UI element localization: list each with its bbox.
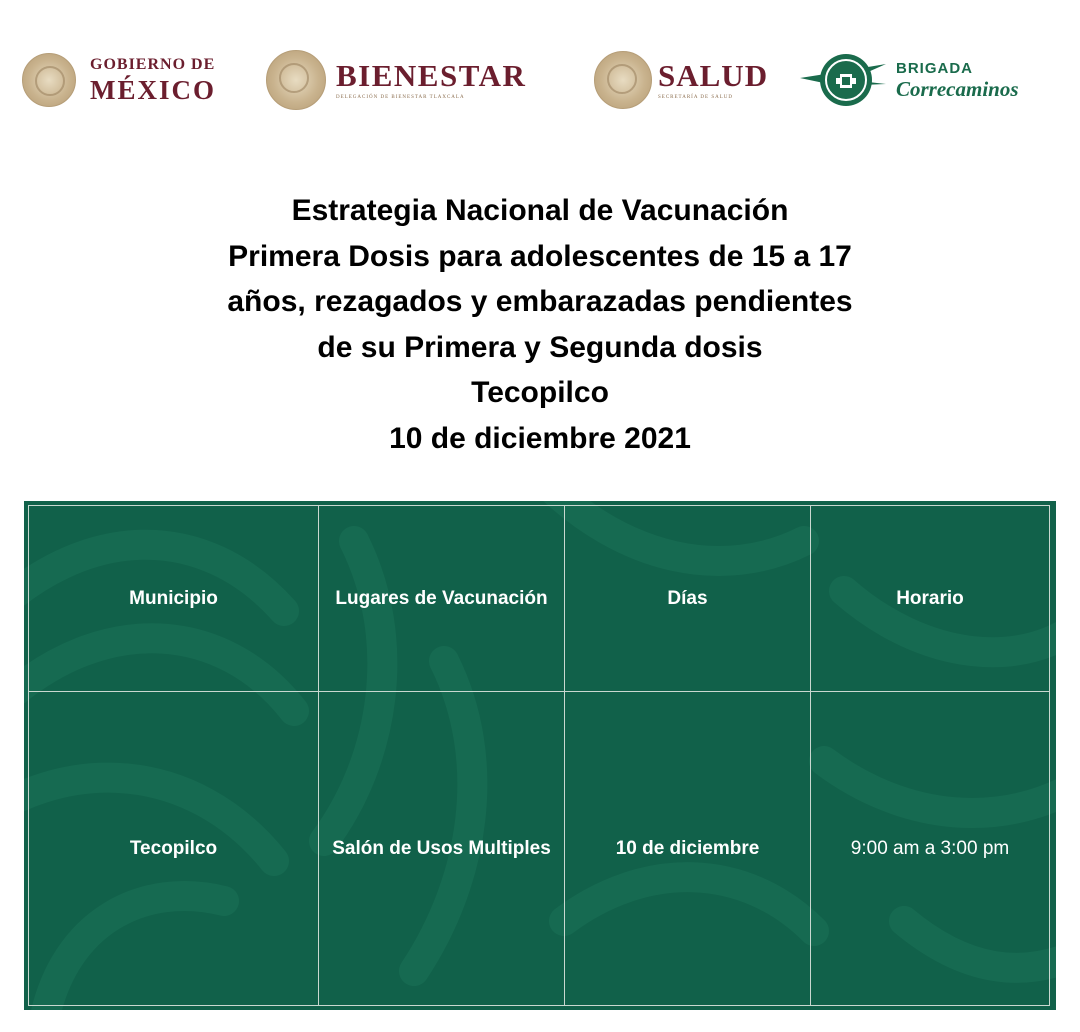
header-municipio: Municipio [29,506,319,692]
salud-logo-subtitle: SECRETARÍA DE SALUD [658,95,733,100]
cell-lugares: Salón de Usos Multiples [319,692,565,1006]
table-header-row [29,506,1050,692]
bienestar-logo-name: BIENESTAR [336,58,527,93]
cell-dias: 10 de diciembre [565,692,811,1006]
title-line: años, rezagados y embarazadas pendientes [227,285,853,318]
national-seal-icon [22,53,76,107]
title-line: de su Primera y Segunda dosis [317,330,763,364]
title-line: 10 de diciembre 2021 [389,421,691,455]
roadrunner-shield-icon [798,50,890,110]
header-horario: Horario [811,506,1050,692]
salud-logo-name: SALUD [658,58,769,93]
gobierno-logo-line2: MÉXICO [90,74,216,105]
gobierno-logo-line1: GOBIERNO DE [90,55,216,73]
brigada-logo-line2: Correcaminos [896,76,1019,101]
title-line: Estrategia Nacional de Vacunación [291,194,789,227]
header-lugares: Lugares de Vacunación [319,506,565,692]
title-line: Primera Dosis para adolescentes de 15 a 17 [228,239,852,273]
header-dias: Días [565,506,811,692]
bienestar-logo [266,40,526,120]
schedule-table [28,505,1050,1006]
bienestar-logo-subtitle: DELEGACIÓN DE BIENESTAR TLAXCALA [336,95,465,100]
title-line: Tecopilco [471,376,609,409]
table-row [29,692,1050,1006]
brigada-correcaminos-logo [798,40,1019,120]
schedule-panel [24,501,1056,1010]
national-seal-icon [266,50,326,110]
national-seal-icon [594,51,652,109]
gobierno-de-mexico-logo [22,40,216,120]
cell-horario: 9:00 am a 3:00 pm [811,692,1050,1006]
cell-municipio: Tecopilco [29,692,319,1006]
salud-logo [594,40,768,120]
brigada-logo-line1: BRIGADA [896,59,973,77]
announcement-title [0,188,1080,461]
